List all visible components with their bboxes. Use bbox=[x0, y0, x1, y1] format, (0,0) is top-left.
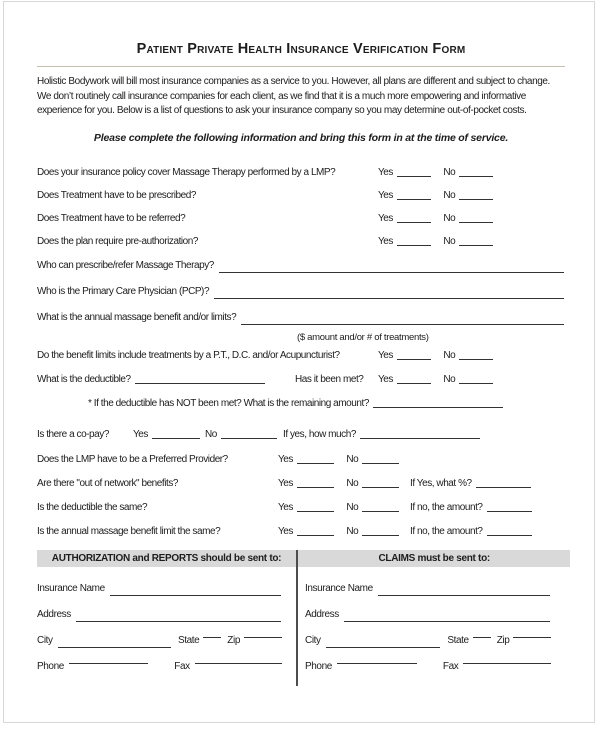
no-label: No bbox=[443, 349, 456, 361]
authorization-insurance-name-blank[interactable] bbox=[110, 576, 281, 596]
question-label: Does Treatment have to be referred? bbox=[37, 212, 186, 224]
no-label: No bbox=[346, 477, 359, 489]
question-label: Who is the Primary Care Physician (PCP)? bbox=[37, 285, 210, 297]
claims-phone-blank[interactable] bbox=[337, 654, 417, 664]
yes-label: Yes bbox=[133, 428, 148, 440]
phone-label: Phone bbox=[37, 660, 64, 672]
page-title: Patient Private Health Insurance Verification Form bbox=[136, 41, 466, 57]
preauth-yes-blank[interactable] bbox=[397, 236, 431, 246]
send-to-section bbox=[37, 550, 565, 686]
copay-amount-group bbox=[283, 422, 480, 448]
annual-limit-same-no-blank[interactable] bbox=[362, 526, 399, 536]
yes-label: Yes bbox=[378, 235, 393, 247]
deductible-same-amount-blank[interactable] bbox=[487, 502, 532, 512]
question-row-coverage bbox=[37, 161, 565, 184]
question-row-prescribed bbox=[37, 184, 565, 207]
question-row-annual-limit-same bbox=[37, 520, 565, 544]
phone-label: Phone bbox=[305, 660, 332, 672]
question-label: What is the annual massage benefit and/or limits? bbox=[37, 311, 237, 323]
coverage-no-blank[interactable] bbox=[459, 167, 493, 177]
remaining-amount-blank[interactable] bbox=[373, 398, 503, 408]
address-row bbox=[37, 602, 296, 628]
yes-no-group bbox=[378, 344, 493, 368]
fax-label: Fax bbox=[174, 660, 190, 672]
no-label: No bbox=[205, 428, 217, 440]
yes-no-group bbox=[378, 207, 493, 230]
state-label: State bbox=[177, 634, 200, 646]
prescribed-yes-blank[interactable] bbox=[397, 190, 431, 200]
question-row-deductible bbox=[37, 368, 565, 392]
yes-label: Yes bbox=[278, 477, 293, 489]
annual-benefit-hint-row bbox=[37, 331, 565, 344]
referred-no-blank[interactable] bbox=[459, 213, 493, 223]
authorization-fields bbox=[37, 567, 296, 686]
question-label: Do the benefit limits include treatments by a P.T., D.C. and/or Acupuncturist? bbox=[37, 349, 340, 361]
no-label: No bbox=[346, 453, 359, 465]
copay-amount-label: If yes, how much? bbox=[283, 428, 356, 440]
yes-group bbox=[133, 422, 200, 448]
annual-limit-same-amount-group bbox=[410, 520, 532, 544]
deductible-same-amount-label: If no, the amount? bbox=[410, 501, 483, 513]
out-of-network-yes-blank[interactable] bbox=[297, 478, 334, 488]
question-row-referred bbox=[37, 207, 565, 230]
authorization-header: AUTHORIZATION and REPORTS should be sent to: bbox=[37, 550, 296, 567]
claims-fields bbox=[298, 567, 570, 686]
preferred-provider-yes-blank[interactable] bbox=[297, 454, 334, 464]
deductible-same-amount-group bbox=[410, 496, 532, 520]
annual-limit-same-amount-blank[interactable] bbox=[487, 526, 532, 536]
copay-yes-blank[interactable] bbox=[152, 429, 200, 439]
deductible-answer-blank[interactable] bbox=[135, 374, 265, 384]
question-row-annual-benefit bbox=[37, 305, 565, 331]
pcp-answer-blank[interactable] bbox=[214, 279, 564, 299]
insurance-name-label: Insurance Name bbox=[37, 582, 105, 594]
deductible-met-yes-blank[interactable] bbox=[397, 374, 431, 384]
state-label: State bbox=[447, 634, 469, 646]
yes-label: Yes bbox=[378, 349, 393, 361]
deductible-same-yes-blank[interactable] bbox=[297, 502, 334, 512]
yes-no-group bbox=[278, 472, 399, 496]
question-row-copay bbox=[37, 422, 565, 448]
yes-no-group bbox=[378, 230, 493, 253]
city-label: City bbox=[305, 634, 321, 646]
question-row-benefit-limits bbox=[37, 344, 565, 368]
no-label: No bbox=[443, 373, 456, 385]
yes-no-group bbox=[278, 520, 399, 544]
coverage-yes-blank[interactable] bbox=[397, 167, 431, 177]
authorization-zip-blank[interactable] bbox=[244, 628, 282, 638]
authorization-column bbox=[37, 550, 298, 686]
yes-no-group bbox=[278, 448, 399, 472]
question-label: Is the annual massage benefit limit the same? bbox=[37, 525, 221, 537]
claims-city-blank[interactable] bbox=[326, 628, 441, 648]
deductible-same-no-blank[interactable] bbox=[362, 502, 399, 512]
yes-label: Yes bbox=[378, 373, 393, 385]
deductible-note-label: * If the deductible has NOT been met? What is the remaining amount? bbox=[88, 397, 369, 409]
yes-no-group bbox=[378, 368, 493, 392]
question-row-preauth bbox=[37, 230, 565, 253]
claims-fax-blank[interactable] bbox=[463, 654, 551, 664]
yes-label: Yes bbox=[278, 453, 293, 465]
title-divider bbox=[37, 66, 565, 67]
insurance-name-row bbox=[37, 576, 296, 602]
preauth-no-blank[interactable] bbox=[459, 236, 493, 246]
yes-label: Yes bbox=[378, 166, 393, 178]
out-of-network-pct-group bbox=[410, 472, 531, 496]
question-row-out-of-network bbox=[37, 472, 565, 496]
fax-label: Fax bbox=[442, 660, 459, 672]
phone-fax-row bbox=[37, 654, 296, 680]
city-label: City bbox=[37, 634, 53, 646]
instruction-line: Please complete the following information and bring this form in at the time of service. bbox=[93, 131, 509, 144]
address-label: Address bbox=[37, 608, 71, 620]
authorization-phone-blank[interactable] bbox=[69, 654, 148, 664]
question-label: Does your insurance policy cover Massage Therapy performed by a LMP? bbox=[37, 166, 336, 178]
claims-insurance-name-blank[interactable] bbox=[378, 576, 551, 596]
authorization-city-blank[interactable] bbox=[58, 628, 171, 648]
yes-label: Yes bbox=[378, 189, 393, 201]
yes-no-group bbox=[278, 496, 399, 520]
no-label: No bbox=[443, 235, 456, 247]
copay-amount-blank[interactable] bbox=[360, 429, 480, 439]
authorization-state-blank[interactable] bbox=[203, 628, 221, 638]
question-label: Does Treatment have to be prescribed? bbox=[37, 189, 197, 201]
benefit-limits-yes-blank[interactable] bbox=[397, 350, 431, 360]
question-row-preferred-provider bbox=[37, 448, 565, 472]
claims-state-blank[interactable] bbox=[473, 628, 491, 638]
insurance-name-label: Insurance Name bbox=[305, 582, 373, 594]
authorization-address-blank[interactable] bbox=[76, 602, 281, 622]
no-label: No bbox=[443, 212, 456, 224]
referred-yes-blank[interactable] bbox=[397, 213, 431, 223]
no-group bbox=[205, 422, 277, 448]
question-row-prescriber bbox=[37, 253, 565, 279]
question-row-pcp bbox=[37, 279, 565, 305]
phone-fax-row bbox=[305, 654, 570, 680]
benefit-limits-no-blank[interactable] bbox=[459, 350, 493, 360]
no-label: No bbox=[346, 525, 359, 537]
out-of-network-no-blank[interactable] bbox=[362, 478, 399, 488]
authorization-fax-blank[interactable] bbox=[195, 654, 282, 664]
address-row bbox=[305, 602, 570, 628]
question-label: Is the deductible the same? bbox=[37, 501, 148, 513]
out-of-network-pct-label: If Yes, what %? bbox=[410, 477, 472, 489]
preferred-provider-no-blank[interactable] bbox=[362, 454, 399, 464]
zip-label: Zip bbox=[496, 634, 510, 646]
question-row-deductible-same bbox=[37, 496, 565, 520]
claims-header: CLAIMS must be sent to: bbox=[298, 550, 570, 567]
claims-column bbox=[298, 550, 570, 686]
deductible-note-row bbox=[37, 392, 565, 416]
intro-paragraph: Holistic Bodywork will bill most insurance companies as a service to you. However, all plans are different and subject to change. We don’t routinely call insurance companies for each client, as we find that it is a much more empowering and informative experience for you. Below is a list of questions to ask your insurance company so you may determine out-of-pocket costs. bbox=[37, 76, 550, 116]
claims-zip-blank[interactable] bbox=[513, 628, 551, 638]
question-label: Does the plan require pre-authorization? bbox=[37, 235, 198, 247]
yes-label: Yes bbox=[278, 525, 293, 537]
deductible-met-no-blank[interactable] bbox=[459, 374, 493, 384]
insurance-name-row bbox=[305, 576, 570, 602]
yes-label: Yes bbox=[378, 212, 393, 224]
out-of-network-pct-blank[interactable] bbox=[476, 478, 531, 488]
question-label: Are there "out of network" benefits? bbox=[37, 477, 178, 489]
no-label: No bbox=[443, 166, 456, 178]
yes-no-group bbox=[378, 184, 493, 207]
deductible-met-label: Has it been met? bbox=[295, 373, 364, 385]
copay-no-blank[interactable] bbox=[221, 429, 277, 439]
annual-benefit-answer-blank[interactable] bbox=[241, 305, 564, 325]
question-label: Who can prescribe/refer Massage Therapy? bbox=[37, 259, 214, 271]
question-label: Does the LMP have to be a Preferred Provider? bbox=[37, 453, 228, 465]
claims-address-blank[interactable] bbox=[344, 602, 551, 622]
yes-no-group bbox=[378, 161, 493, 184]
prescribed-no-blank[interactable] bbox=[459, 190, 493, 200]
no-label: No bbox=[443, 189, 456, 201]
annual-limit-same-yes-blank[interactable] bbox=[297, 526, 334, 536]
address-label: Address bbox=[305, 608, 339, 620]
annual-limit-same-amount-label: If no, the amount? bbox=[410, 525, 483, 537]
no-label: No bbox=[346, 501, 359, 513]
annual-benefit-hint: ($ amount and/or # of treatments) bbox=[297, 331, 429, 343]
city-state-zip-row bbox=[305, 628, 570, 654]
yes-label: Yes bbox=[278, 501, 293, 513]
question-label: What is the deductible? bbox=[37, 373, 131, 385]
question-label: Is there a co-pay? bbox=[37, 428, 109, 440]
questions-section bbox=[37, 161, 565, 544]
prescriber-answer-blank[interactable] bbox=[219, 253, 564, 273]
zip-label: Zip bbox=[227, 634, 240, 646]
city-state-zip-row bbox=[37, 628, 296, 654]
